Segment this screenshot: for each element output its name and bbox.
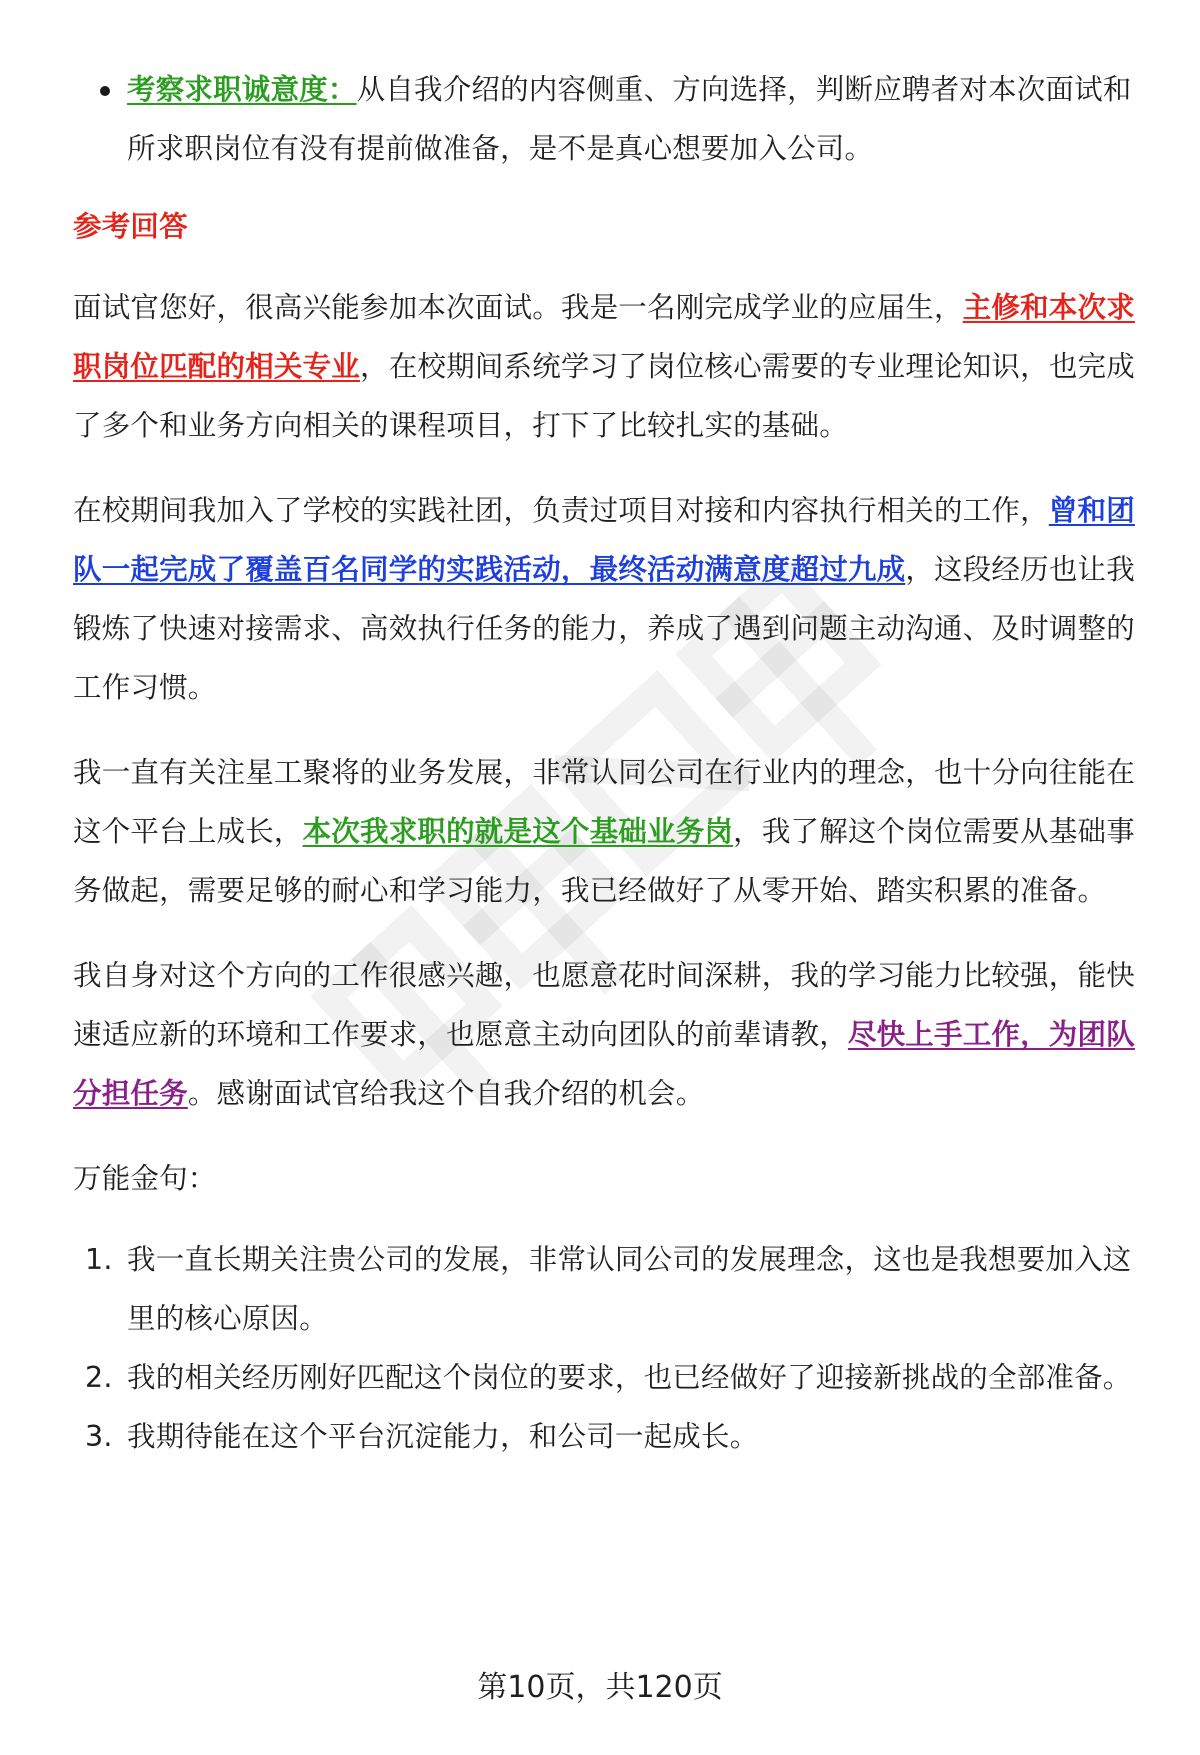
p1-highlight: 主修和本次求职岗位匹配的相关专业 (73, 291, 1135, 383)
paragraph-1 (73, 278, 1145, 455)
paragraph-3 (73, 743, 1145, 920)
p1-text-1: 面试官您好，很高兴能参加本次面试。我是一名刚完成学业的应届生， (73, 291, 963, 324)
list-item (73, 1230, 1145, 1348)
p3-highlight: 本次我求职的就是这个基础业务岗 (302, 815, 734, 848)
page-footer: 第10页，共120页 (477, 1670, 723, 1705)
list-item-text: 我期待能在这个平台沉淀能力，和公司一起成长。 (127, 1420, 759, 1453)
paragraph-4 (73, 946, 1145, 1123)
bullet-item (73, 60, 1145, 178)
list-item-number: 2. (85, 1361, 113, 1394)
list-item (73, 1407, 1145, 1466)
list-item-text: 我一直长期关注贵公司的发展，非常认同公司的发展理念，这也是我想要加入这里的核心原因。 (127, 1243, 1132, 1335)
golden-sentences-list (73, 1230, 1145, 1466)
document-content (73, 60, 1145, 1466)
list-item (73, 1348, 1145, 1407)
p3-text-2: ，我了解这个岗位需要从基础事务做起，需要足够的耐心和学习能力，我已经做好了从零开始、踏实积累的准备。 (73, 815, 1135, 907)
p2-text-1: 在校期间我加入了学校的实践社团，负责过项目对接和内容执行相关的工作， (73, 494, 1049, 527)
p4-text-1: 我自身对这个方向的工作很感兴趣，也愿意花时间深耕，我的学习能力比较强，能快速适应新的环境和工作要求，也愿意主动向团队的前辈请教， (73, 959, 1135, 1051)
bullet-text: 从自我介绍的内容侧重、方向选择，判断应聘者对本次面试和所求职岗位有没有提前做准备，是不是真心想要加入公司。 (127, 73, 1132, 165)
p2-highlight: 曾和团队一起完成了覆盖百名同学的实践活动，最终活动满意度超过九成 (73, 494, 1135, 586)
p3-text-1: 我一直有关注星工聚将的业务发展，非常认同公司在行业内的理念，也十分向往能在这个平台上成长， (73, 756, 1135, 848)
p4-highlight: 尽快上手工作，为团队分担任务 (73, 1018, 1135, 1110)
bullet-dot-icon (100, 86, 110, 96)
list-item-number: 3. (85, 1420, 113, 1453)
section-title: 参考回答 (73, 210, 188, 243)
list-item-text: 我的相关经历刚好匹配这个岗位的要求，也已经做好了迎接新挑战的全部准备。 (127, 1361, 1132, 1394)
p1-text-2: ，在校期间系统学习了岗位核心需要的专业理论知识，也完成了多个和业务方向相关的课程项目，打下了比较扎实的基础。 (73, 350, 1135, 442)
p2-text-2: ，这段经历也让我锻炼了快速对接需求、高效执行任务的能力，养成了遇到问题主动沟通、及时调整的工作习惯。 (73, 553, 1135, 704)
bullet-label: 考察求职诚意度： (127, 73, 357, 106)
paragraph-2 (73, 481, 1145, 717)
p4-text-2: 。感谢面试官给我这个自我介绍的机会。 (187, 1077, 705, 1110)
golden-sentences-label: 万能金句： (73, 1162, 217, 1195)
list-item-number: 1. (85, 1243, 113, 1276)
